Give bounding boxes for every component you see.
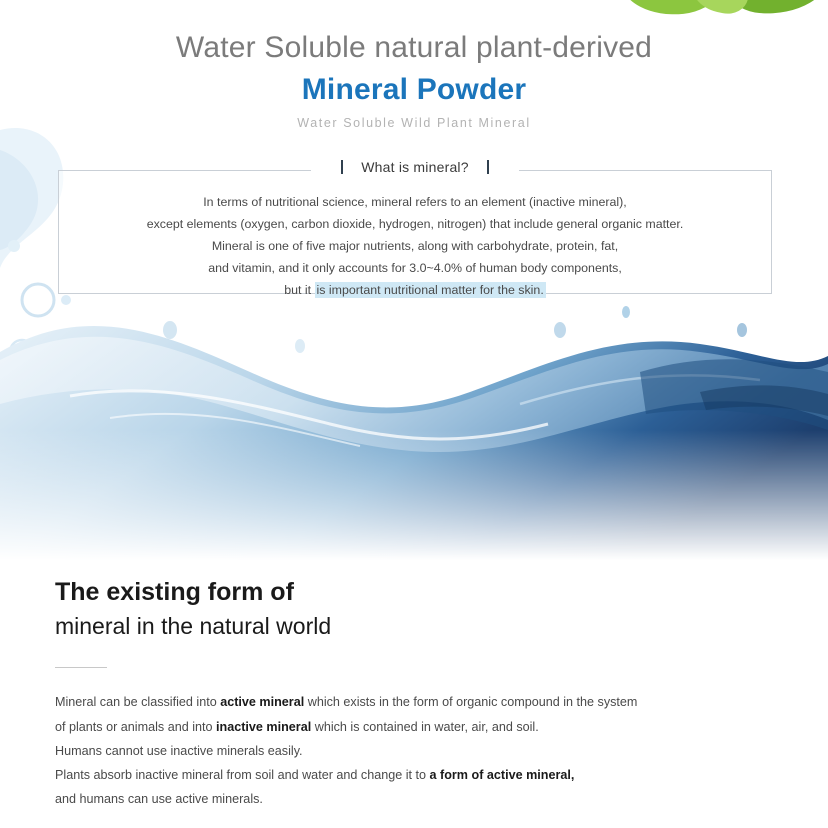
- mineral-line-3: Mineral is one of five major nutrients, along with carbohydrate, protein, fat,: [211, 239, 619, 254]
- mineral-box-caption-text: What is mineral?: [361, 159, 469, 175]
- mineral-box-caption-inner: [311, 159, 519, 175]
- section-heading-regular: mineral in the natural world: [55, 613, 332, 639]
- paragraph-segment: and humans can use active minerals.: [55, 792, 263, 807]
- paragraph-segment: of plants or animals and into: [55, 719, 217, 734]
- paragraph-line: [55, 690, 775, 714]
- page-title: Water Soluble natural plant-derived: [175, 31, 653, 64]
- paragraph-segment: which exists in the form of organic compound in the system: [304, 695, 638, 710]
- caption-bar-right-icon: [487, 160, 489, 174]
- paragraph-segment: a form of active mineral,: [429, 767, 575, 782]
- section-divider: [55, 667, 107, 668]
- paragraph-segment: Humans cannot use inactive minerals easily.: [55, 743, 303, 758]
- mineral-line-4: and vitamin, and it only accounts for 3.0~4.0% of human body components,: [208, 261, 622, 276]
- paragraph-segment: Plants absorb inactive mineral from soil and water and change it to: [55, 767, 430, 782]
- mineral-line-5-highlight: is important nutritional matter for the skin.: [316, 283, 544, 298]
- mineral-line-2: except elements (oxygen, carbon dioxide, hydrogen, nitrogen) that include general organic matter.: [146, 217, 684, 232]
- paragraph-line: [55, 739, 775, 763]
- section-paragraph: [55, 690, 775, 811]
- paragraph-line: [55, 715, 775, 739]
- leaf-decoration: [0, 0, 828, 16]
- mineral-line-5: [59, 279, 771, 301]
- mineral-box-text: [59, 191, 771, 301]
- paragraph-segment: inactive mineral: [216, 719, 312, 734]
- page-title-block: [0, 28, 828, 130]
- existing-form-section: [55, 576, 775, 811]
- section-heading-bold: The existing form of: [55, 578, 294, 606]
- paragraph-segment: active mineral: [220, 695, 305, 710]
- caption-bar-left-icon: [341, 160, 343, 174]
- page-title-english: Water Soluble Wild Plant Mineral: [297, 116, 531, 130]
- mineral-line-5-prefix: but it: [284, 283, 315, 298]
- mineral-line-1: In terms of nutritional science, mineral refers to an element (inactive mineral),: [203, 195, 627, 209]
- paragraph-line: [55, 787, 775, 811]
- paragraph-segment: which is contained in water, air, and soil.: [311, 719, 539, 734]
- paragraph-line: [55, 763, 775, 787]
- what-is-mineral-box: [58, 159, 772, 298]
- mineral-box-caption: [59, 159, 771, 177]
- page-subtitle: Mineral Powder: [301, 73, 527, 106]
- paragraph-segment: Mineral can be classified into: [55, 695, 221, 710]
